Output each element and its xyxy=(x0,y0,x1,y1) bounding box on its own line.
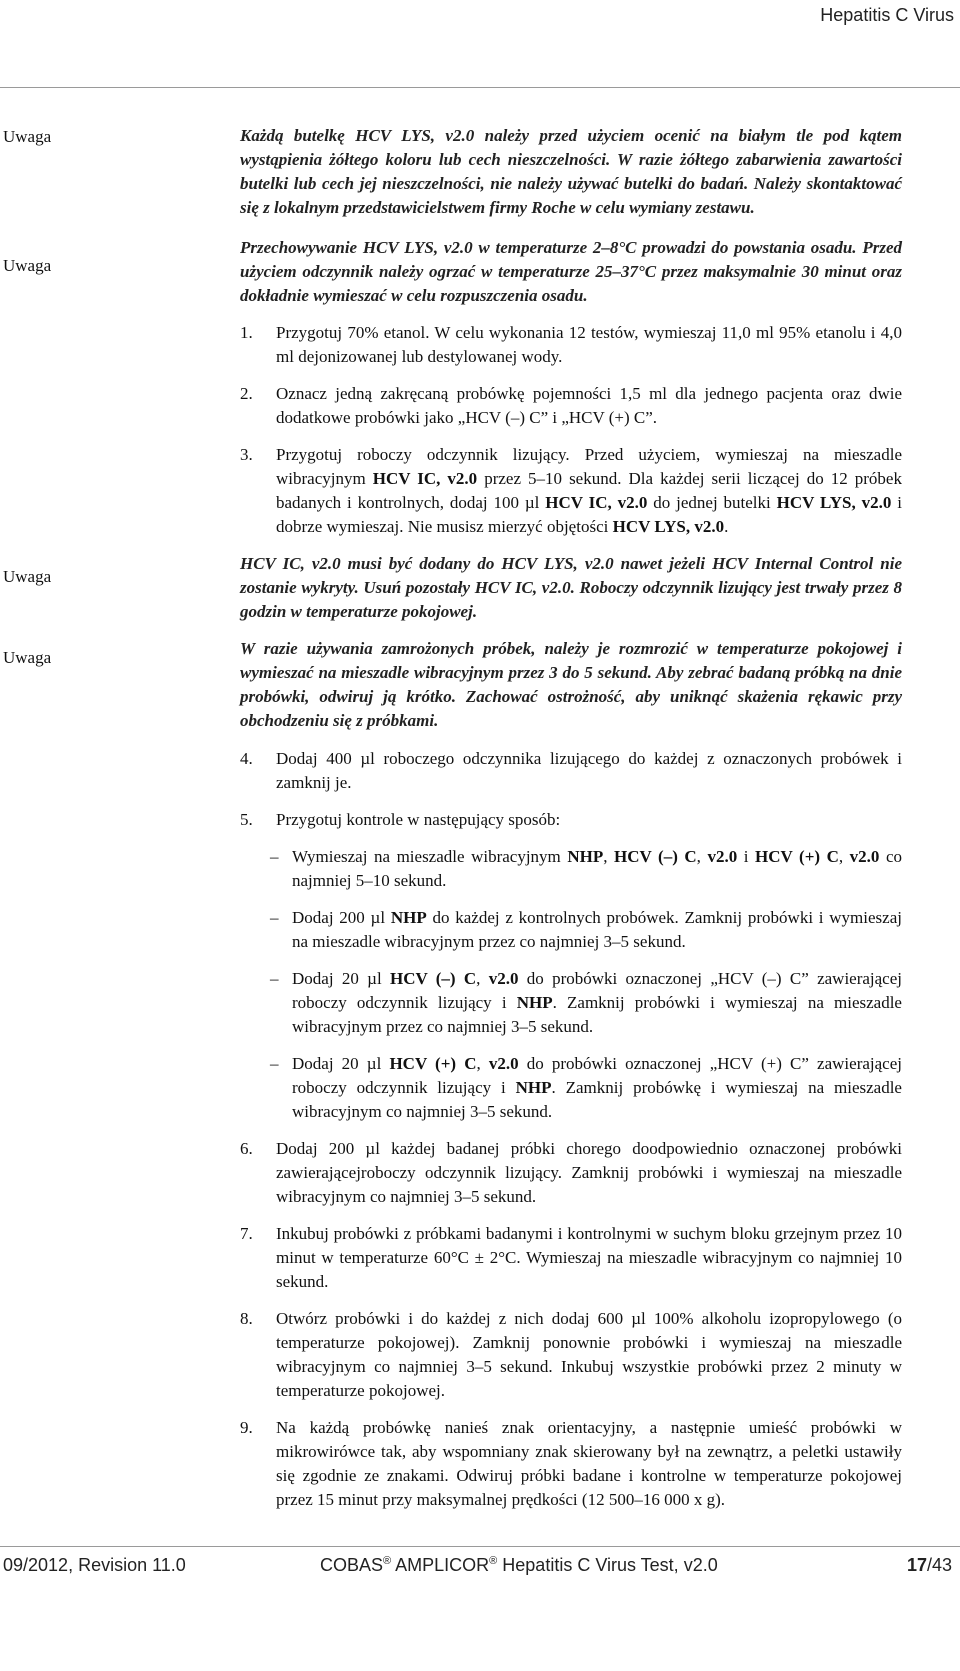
note-label: Uwaga xyxy=(3,256,52,275)
step-number: 9. xyxy=(240,1418,253,1437)
sub-step-item xyxy=(240,967,902,1039)
footer-revision: 09/2012, Revision 11.0 xyxy=(3,1555,186,1575)
step-item xyxy=(240,321,902,369)
step-number: 4. xyxy=(240,749,253,768)
step-item xyxy=(240,1137,902,1209)
step-item xyxy=(240,382,902,430)
step-number: 1. xyxy=(240,323,253,342)
step-text: Dodaj 400 µl roboczego odczynnika lizującego do każdej z oznaczonych probówek i zamknij je. xyxy=(276,749,902,792)
header-title: Hepatitis C Virus xyxy=(820,5,954,25)
step-number: 3. xyxy=(240,445,253,464)
step-text: Przygotuj kontrole w następujący sposób: xyxy=(276,810,561,829)
step-item xyxy=(240,1222,902,1294)
step-number: 5. xyxy=(240,810,253,829)
note-label: Uwaga xyxy=(3,127,52,146)
main-content xyxy=(240,124,902,1525)
step-number: 7. xyxy=(240,1224,253,1243)
footer-product-name: COBAS® AMPLICOR® Hepatitis C Virus Test, v2.0 xyxy=(320,1555,718,1575)
dash-bullet: – xyxy=(270,1054,279,1073)
step-text: Otwórz probówki i do każdej z nich dodaj 600 µl 100% alkoholu izopropylowego (o temperaturze pokojowej). Zamknij ponownie probówki i wymieszaj na mieszadle wibracyjnym co najmniej 3–5 sekund. Inkubuj wszystkie probówki przez 2 minuty w temperaturze pokojowej. xyxy=(276,1309,902,1400)
page-footer xyxy=(0,1546,960,1586)
step-item xyxy=(240,747,902,795)
note-text: Każdą butelkę HCV LYS, v2.0 należy przed użyciem ocenić na białym tle pod kątem wystąpienia żółtego koloru lub cech nieszczelności. W razie żółtego zabarwienia zawartości butelki lub cech jej nieszczelności, nie należy używać butelki do badań. Należy skontaktować się z lokalnym przedstawicielstwem firmy Roche w celu wymiany zestawu. xyxy=(240,126,902,217)
sub-step-item xyxy=(240,1052,902,1124)
step-item xyxy=(240,808,902,832)
footer-page-number: 17/43 xyxy=(906,1555,952,1575)
sub-step-text: Dodaj 20 µl HCV (–) C, v2.0 do probówki oznaczonej „HCV (–) C” zawierającej roboczy odczynnik lizujący i NHP. Zamknij probówki i wymieszaj na mieszadle wibracyjnym przez co najmniej 3–5 sekund. xyxy=(292,969,902,1036)
step-text: Przygotuj roboczy odczynnik lizujący. Przed użyciem, wymieszaj na mieszadle wibracyjnym HCV IC, v2.0 przez 5–10 sekund. Dla każdej serii liczącej do 12 próbek badanych i kontrolnych, dodaj 100 µl HCV IC, v2.0 do jednej butelki HCV LYS, v2.0 i dobrze wymieszaj. Nie musisz mierzyć objętości HCV LYS, v2.0. xyxy=(276,445,902,536)
step-item xyxy=(240,443,902,539)
dash-bullet: – xyxy=(270,847,279,866)
sub-step-text: Dodaj 20 µl HCV (+) C, v2.0 do probówki oznaczonej „HCV (+) C” zawierającej roboczy odczynnik lizujący i NHP. Zamknij probówkę i wymieszaj na mieszadle wibracyjnym co najmniej 3–5 sekund. xyxy=(292,1054,902,1121)
dash-bullet: – xyxy=(270,908,279,927)
step-text: Dodaj 200 µl każdej badanej próbki chorego doodpowiednio oznaczonej probówki zawierającejroboczy odczynnik lizujący. Zamknij probówki i wymieszaj na mieszadle wibracyjnym co najmniej 3–5 sekund. xyxy=(276,1139,902,1206)
step-number: 8. xyxy=(240,1309,253,1328)
sub-step-item xyxy=(240,906,902,954)
dash-bullet: – xyxy=(270,969,279,988)
sub-step-text: Wymieszaj na mieszadle wibracyjnym NHP, HCV (–) C, v2.0 i HCV (+) C, v2.0 co najmniej 5–10 sekund. xyxy=(292,847,903,890)
step-number: 6. xyxy=(240,1139,253,1158)
step-text: Na każdą probówkę nanieś znak orientacyjny, a następnie umieść probówki w mikrowirówce tak, aby wspomniany znak skierowany był na zewnątrz, a peletki ustawiły się zgodnie ze znakami. Odwiruj próbki badane i kontrolne w temperaturze pokojowej przez 15 minut przy maksymalnej prędkości (12 500–16 000 x g). xyxy=(276,1418,902,1509)
step-text: Inkubuj probówki z próbkami badanymi i kontrolnymi w suchym bloku grzejnym przez 10 minut w temperaturze 60°C ± 2°C. Wymieszaj na mieszadle wibracyjnym co najmniej 10 sekund. xyxy=(276,1224,902,1291)
step-text: Przygotuj 70% etanol. W celu wykonania 12 testów, wymieszaj 11,0 ml 95% etanolu i 4,0 ml dejonizowanej lub destylowanej wody. xyxy=(276,323,902,366)
note-text: W razie używania zamrożonych próbek, należy je rozmrozić w temperaturze pokojowej i wymieszać na mieszadle wibracyjnym przez 3 do 5 sekund. Aby zebrać badaną próbką na dnie probówki, odwiruj ją krótko. Zachować ostrożność, aby uniknąć skażenia rękawic przy obchodzeniu się z próbkami. xyxy=(240,639,902,730)
step-item xyxy=(240,1307,902,1403)
note-text: HCV IC, v2.0 musi być dodany do HCV LYS, v2.0 nawet jeżeli HCV Internal Control nie zostanie wykryty. Usuń pozostały HCV IC, v2.0. Roboczy odczynnik lizujący jest trwały przez 8 godzin w temperaturze pokojowej. xyxy=(240,554,902,621)
step-text: Oznacz jedną zakręcaną probówkę pojemności 1,5 ml dla jednego pacjenta oraz dwie dodatkowe probówki jako „HCV (–) C” i „HCV (+) C”. xyxy=(276,384,902,427)
sub-step-item xyxy=(240,845,902,893)
note-label: Uwaga xyxy=(3,567,52,586)
page-header xyxy=(0,0,960,88)
sub-step-text: Dodaj 200 µl NHP do każdej z kontrolnych probówek. Zamknij probówki i wymieszaj na mieszadle wibracyjnym przez co najmniej 3–5 sekund. xyxy=(292,908,902,951)
note-label: Uwaga xyxy=(3,648,52,667)
note-text: Przechowywanie HCV LYS, v2.0 w temperaturze 2–8°C prowadzi do powstania osadu. Przed użyciem odczynnik należy ogrzać w temperaturze 25–37°C przez maksymalnie 30 minut oraz dokładnie wymieszać w celu rozpuszczenia osadu. xyxy=(240,238,902,305)
step-number: 2. xyxy=(240,384,253,403)
step-item xyxy=(240,1416,902,1512)
